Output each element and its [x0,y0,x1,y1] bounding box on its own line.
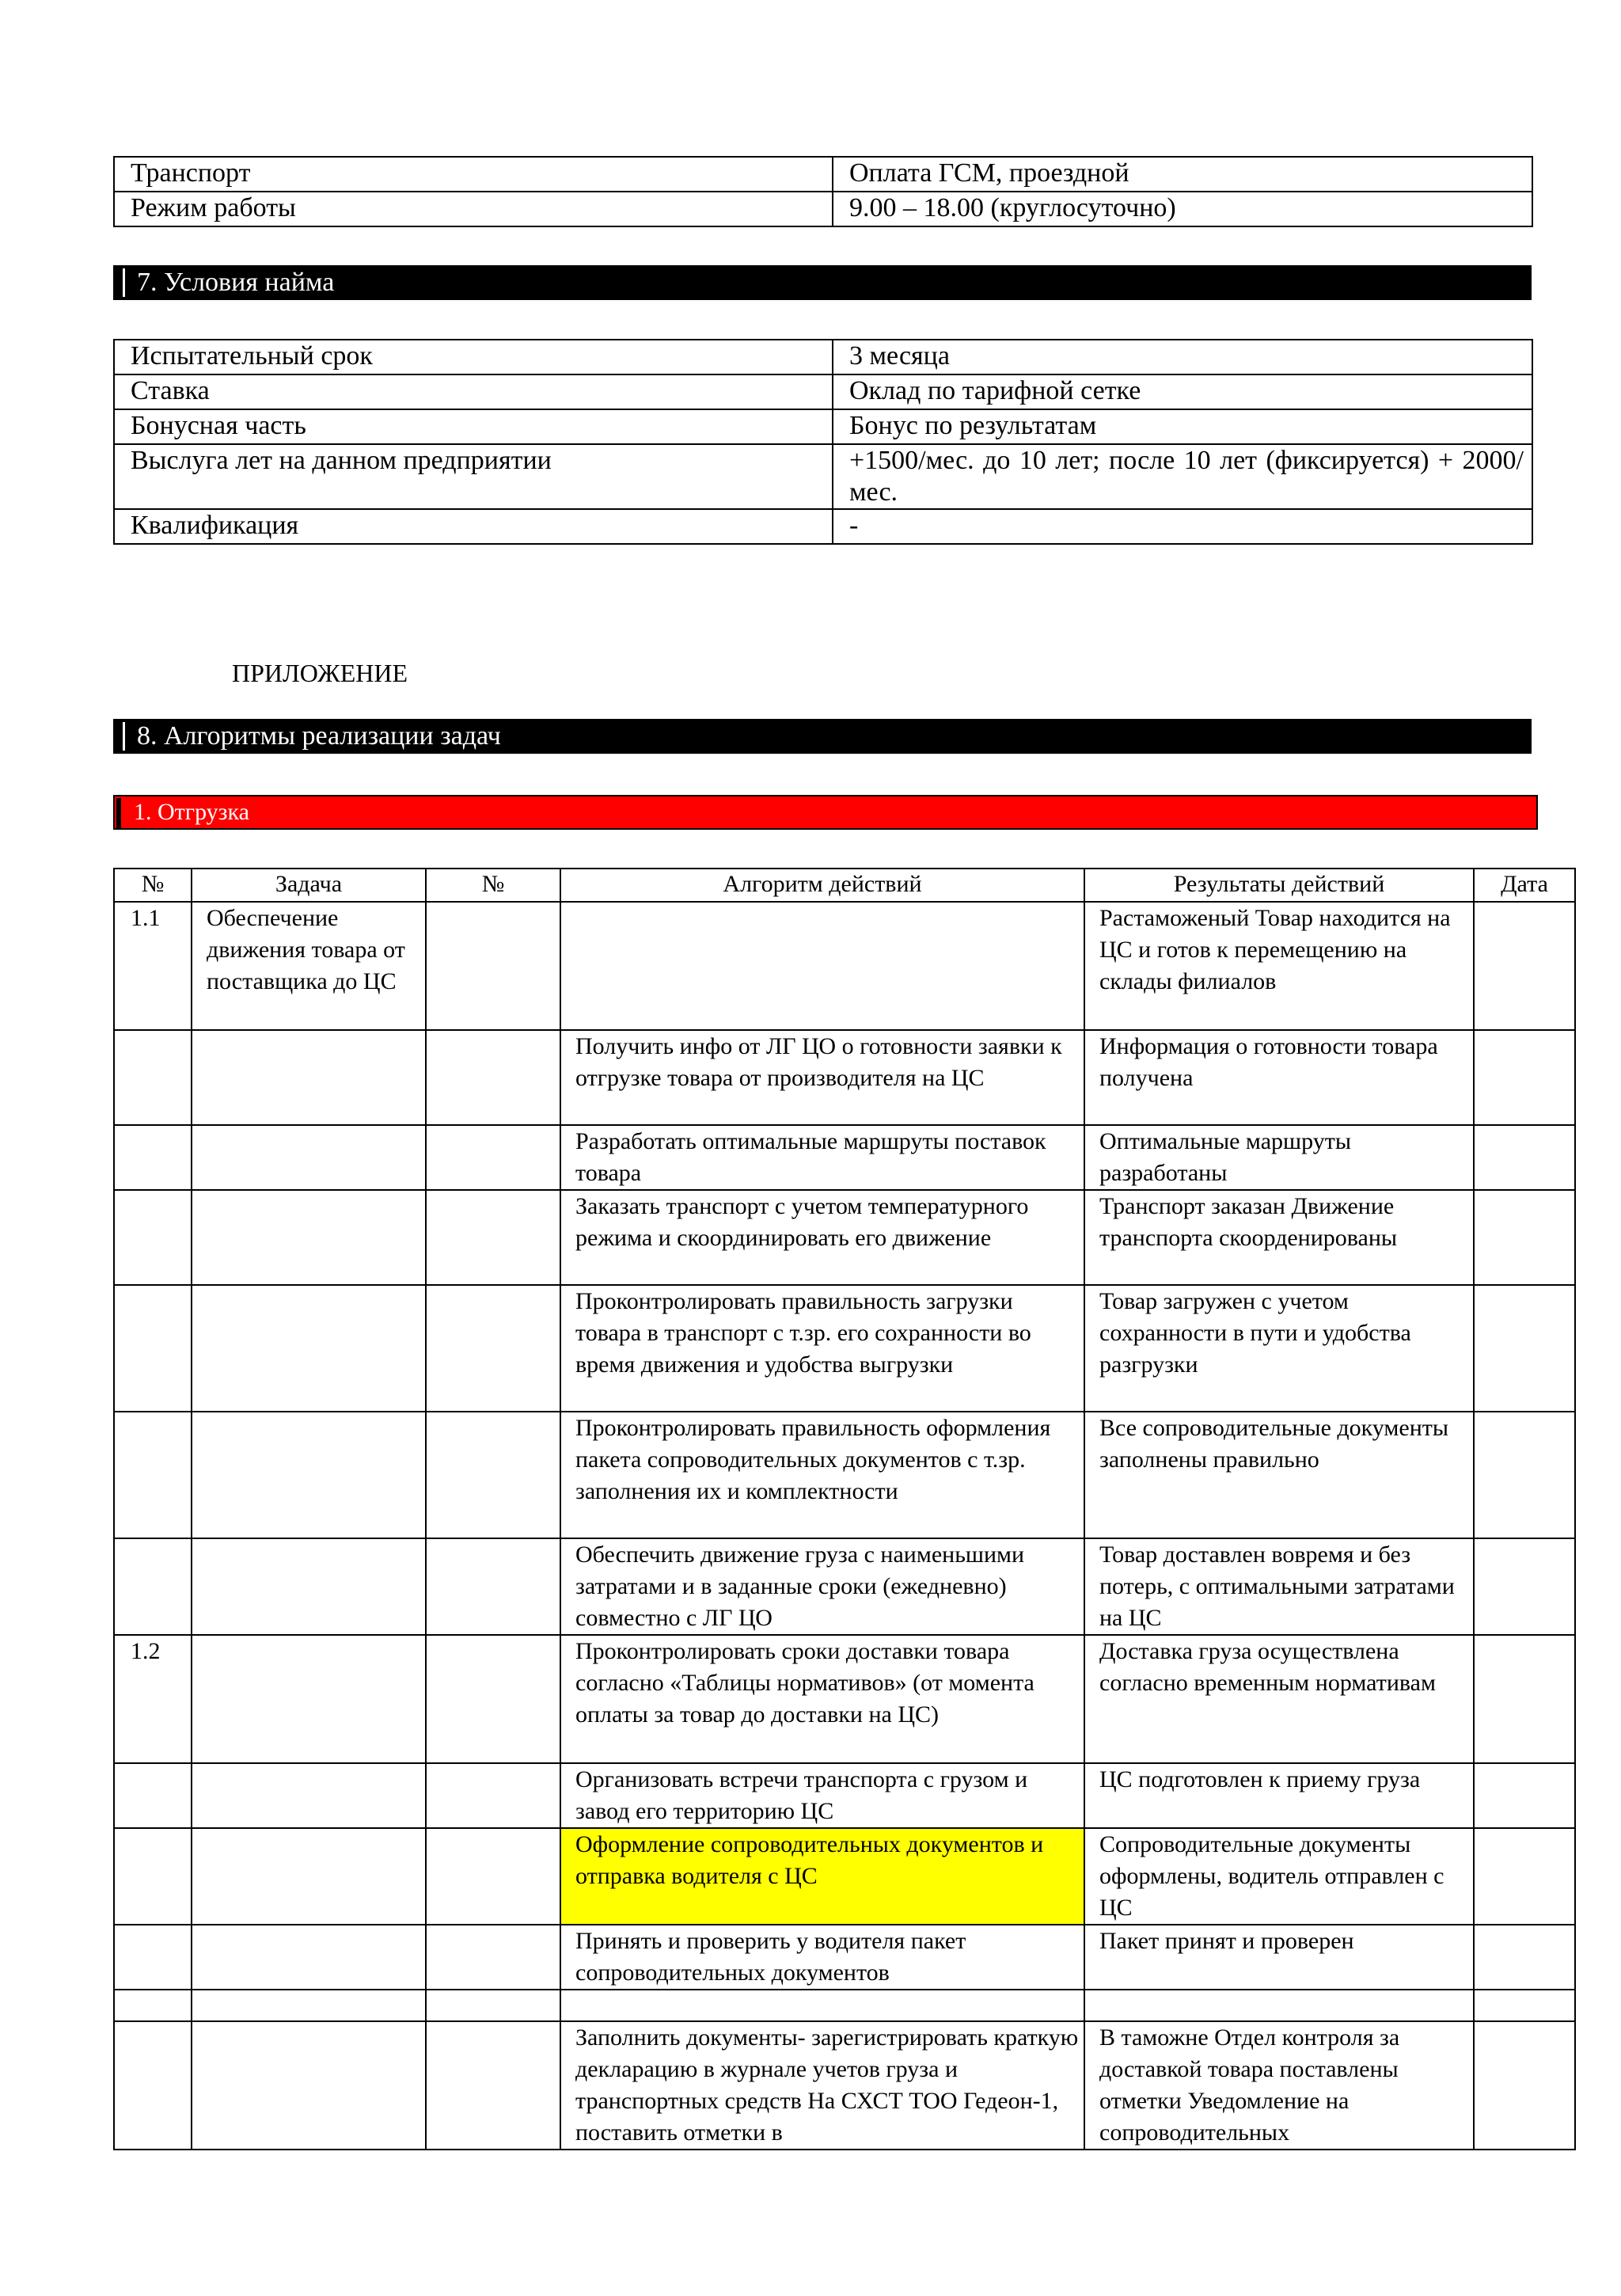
cell-task [192,2021,426,2150]
table-row [114,1125,1575,1190]
cell-date [1474,1635,1575,1763]
cell-algorithm: Получить инфо от ЛГ ЦО о готовности заявки к отгрузке товара от производителя на ЦС [560,1030,1084,1125]
cell-algorithm: Организовать встречи транспорта с грузом и завод его территорию ЦС [560,1763,1084,1828]
column-header-results: Результаты действий [1084,869,1474,902]
cell-result: Растаможеный Товар находится на ЦС и готов к перемещению на склады филиалов [1084,902,1474,1030]
cell-algorithm: Проконтролировать правильность загрузки товара в транспорт с т.зр. его сохранности во время движения и удобства выгрузки [560,1285,1084,1412]
row-label: Транспорт [114,157,833,192]
cell-number-2 [426,902,560,1030]
section-7-header [113,265,1532,300]
cell-task [192,1635,426,1763]
header-marker [123,722,125,751]
cell-task [192,1030,426,1125]
cell-number: 1.1 [114,902,192,1030]
cell-number [114,1763,192,1828]
row-value: 9.00 – 18.00 (круглосуточно) [833,192,1532,226]
cell-number [114,1925,192,1990]
cell-number-2 [426,1285,560,1412]
table-row [114,409,1532,444]
column-header-task: Задача [192,869,426,902]
table-row [114,902,1575,1030]
row-label: Режим работы [114,192,833,226]
cell-algorithm: Разработать оптимальные маршруты поставок товара [560,1125,1084,1190]
table-row [114,1190,1575,1285]
table-row [114,1412,1575,1538]
cell-result: Товар загружен с учетом сохранности в пути и удобства разгрузки [1084,1285,1474,1412]
table-row [114,1990,1575,2021]
cell-task [192,1763,426,1828]
cell-result: Оптимальные маршруты разработаны [1084,1125,1474,1190]
cell-date [1474,2021,1575,2150]
row-label: Квалификация [114,509,833,544]
table-row [114,1828,1575,1925]
cell-number [114,1828,192,1925]
cell-date [1474,1828,1575,1925]
column-header-date: Дата [1474,869,1575,902]
cell-number [114,1030,192,1125]
row-value: Оклад по тарифной сетке [833,374,1532,409]
cell-date [1474,1990,1575,2021]
section-title: 7. Условия найма [137,268,335,297]
cell-number-2 [426,1828,560,1925]
cell-result [1084,1990,1474,2021]
cell-result: Информация о готовности товара получена [1084,1030,1474,1125]
cell-task [192,1925,426,1990]
cell-task [192,1828,426,1925]
cell-date [1474,1538,1575,1635]
cell-number [114,1412,192,1538]
row-label: Ставка [114,374,833,409]
cell-algorithm-highlighted: Оформление сопроводительных документов и отправка водителя с ЦС [560,1828,1084,1925]
cell-algorithm: Заполнить документы- зарегистрировать краткую декларацию в журнале учетов груза и транспортных средств На СХСТ ТОО Гедеон-1, поставить отметки в [560,2021,1084,2150]
table-row [114,157,1532,192]
cell-algorithm: Проконтролировать сроки доставки товара согласно «Таблицы нормативов» (от момента оплаты за товар до доставки на ЦС) [560,1635,1084,1763]
cell-date [1474,902,1575,1030]
row-value: - [833,509,1532,544]
cell-task [192,1125,426,1190]
row-value: 3 месяца [833,340,1532,374]
table-row [114,1925,1575,1990]
cell-result: ЦС подготовлен к приему груза [1084,1763,1474,1828]
cell-number-2 [426,1538,560,1635]
row-label: Испытательный срок [114,340,833,374]
table-row [114,2021,1575,2150]
subsection-title: 1. Отгрузка [134,799,249,825]
table-row [114,1030,1575,1125]
table-row [114,509,1532,544]
table-row [114,444,1532,509]
cell-number: 1.2 [114,1635,192,1763]
column-header-algorithm: Алгоритм действий [560,869,1084,902]
table-row [114,340,1532,374]
cell-result: Доставка груза осуществлена согласно временным нормативам [1084,1635,1474,1763]
annex-label: ПРИЛОЖЕНИЕ [232,659,408,687]
cell-date [1474,1925,1575,1990]
algorithm-table [113,868,1576,2150]
cell-result: Пакет принят и проверен [1084,1925,1474,1990]
cell-number-2 [426,1763,560,1828]
cell-algorithm: Обеспечить движение груза с наименьшими затратами и в заданные сроки (ежедневно) совместно с ЛГ ЦО [560,1538,1084,1635]
row-label: Выслуга лет на данном предприятии [114,444,833,509]
cell-algorithm: Принять и проверить у водителя пакет сопроводительных документов [560,1925,1084,1990]
cell-result: Все сопроводительные документы заполнены правильно [1084,1412,1474,1538]
cell-number-2 [426,1990,560,2021]
table-row [114,374,1532,409]
top-info-table [113,156,1533,227]
cell-number [114,1285,192,1412]
cell-number [114,1990,192,2021]
cell-result: Сопроводительные документы оформлены, водитель отправлен с ЦС [1084,1828,1474,1925]
cell-date [1474,1030,1575,1125]
cell-number [114,1538,192,1635]
cell-date [1474,1412,1575,1538]
subsection-marker [116,798,121,830]
cell-result: Товар доставлен вовремя и без потерь, с оптимальными затратами на ЦС [1084,1538,1474,1635]
cell-number [114,1190,192,1285]
row-value: Оплата ГСМ, проездной [833,157,1532,192]
table-row [114,1285,1575,1412]
row-value: +1500/мес. до 10 лет; после 10 лет (фиксируется) + 2000/мес. [833,444,1532,509]
cell-algorithm [560,1990,1084,2021]
cell-number-2 [426,1635,560,1763]
cell-task [192,1285,426,1412]
cell-result: В таможне Отдел контроля за доставкой товара поставлены отметки Уведомление на сопроводительных [1084,2021,1474,2150]
cell-number [114,1125,192,1190]
cell-date [1474,1190,1575,1285]
cell-date [1474,1125,1575,1190]
cell-task [192,1190,426,1285]
cell-algorithm: Заказать транспорт с учетом температурного режима и скоординировать его движение [560,1190,1084,1285]
row-label: Бонусная часть [114,409,833,444]
cell-number-2 [426,1190,560,1285]
header-marker [123,268,125,297]
cell-task [192,1990,426,2021]
cell-task: Обеспечение движения товара от поставщика до ЦС [192,902,426,1030]
cell-date [1474,1763,1575,1828]
cell-number [114,2021,192,2150]
row-value: Бонус по результатам [833,409,1532,444]
table-row [114,1635,1575,1763]
section-8-header [113,719,1532,754]
column-header-number: № [114,869,192,902]
table-row [114,1763,1575,1828]
table-row [114,1538,1575,1635]
cell-task [192,1538,426,1635]
table-row [114,192,1532,226]
cell-number-2 [426,2021,560,2150]
subsection-header [113,795,1538,830]
column-header-number-2: № [426,869,560,902]
cell-result: Транспорт заказан Движение транспорта скоорденированы [1084,1190,1474,1285]
cell-number-2 [426,1412,560,1538]
cell-number-2 [426,1925,560,1990]
cell-date [1474,1285,1575,1412]
cell-number-2 [426,1125,560,1190]
cell-algorithm [560,902,1084,1030]
hiring-terms-table [113,339,1533,545]
cell-task [192,1412,426,1538]
cell-number-2 [426,1030,560,1125]
cell-algorithm: Проконтролировать правильность оформления пакета сопроводительных документов с т.зр. заполнения их и комплектности [560,1412,1084,1538]
table-header-row [114,869,1575,902]
section-title: 8. Алгоритмы реализации задач [137,721,501,751]
